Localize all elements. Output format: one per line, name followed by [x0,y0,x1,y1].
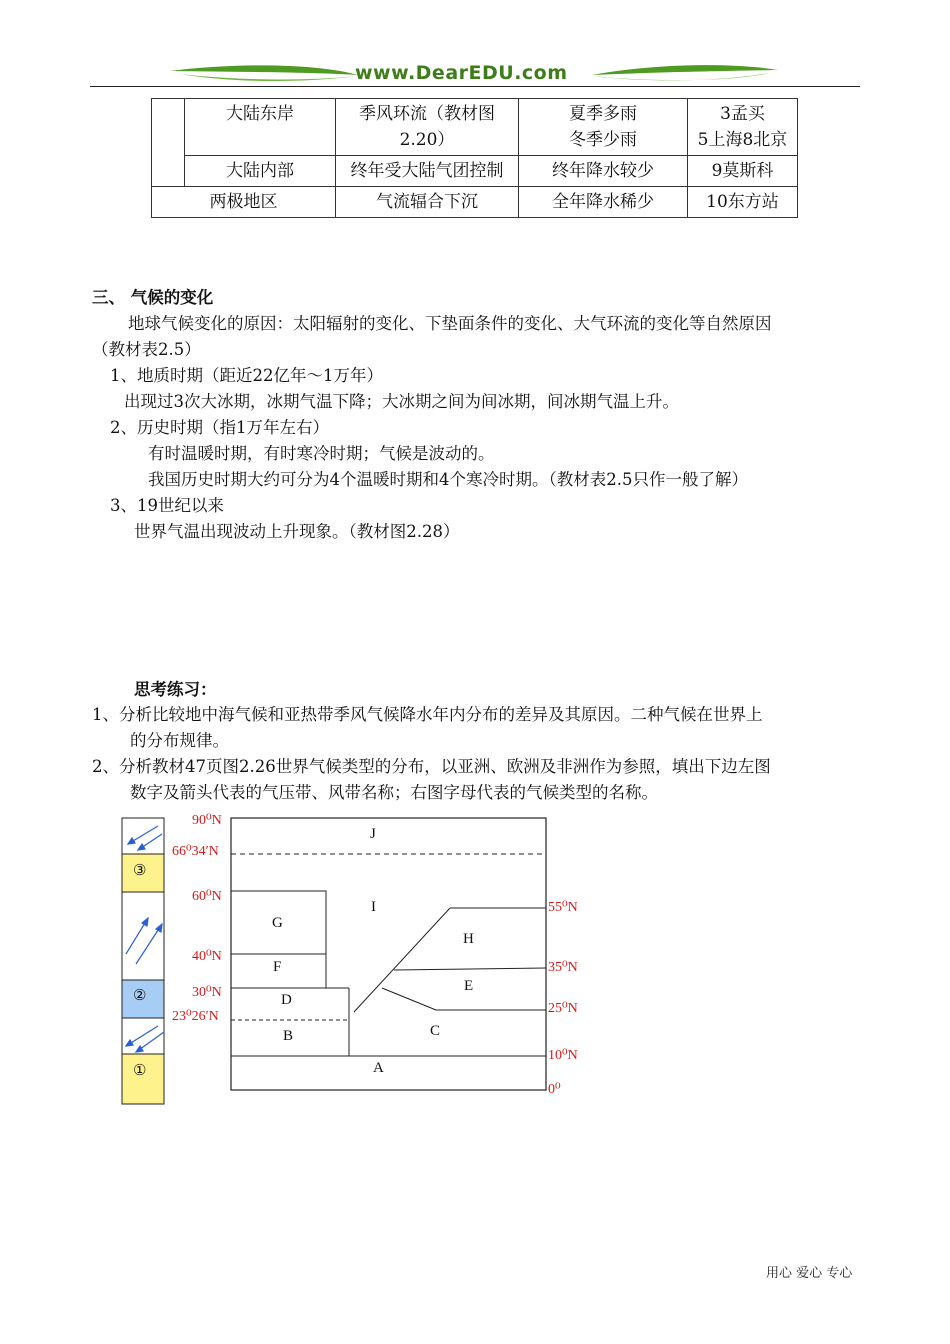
exercise-title: 思考练习： [134,680,217,699]
table-row [152,187,798,218]
header-divider [90,86,860,87]
paragraph: 地球气候变化的原因：太阳辐射的变化、下垫面条件的变化、大气环流的变化等自然原因 [128,314,772,333]
table-cell-blank [152,99,185,187]
latitude-label: 23⁰26′N [172,1009,219,1024]
zone-label: C [430,1023,441,1039]
latitude-label: 25⁰N [548,1001,578,1016]
table-cell: 终年受大陆气团控制 [336,156,519,187]
question: 的分布规律。 [130,731,229,750]
latitude-label: 60⁰N [192,889,222,904]
zone-label: D [281,992,292,1008]
latitude-label: 10⁰N [548,1048,578,1063]
zone-label: F [273,959,282,975]
table-cell: 季风环流（教材图2.20） [336,99,519,156]
latitude-label: 35⁰N [548,960,578,975]
table-cell: 两极地区 [152,187,336,218]
belt-label: ① [133,1063,147,1079]
question: 1、分析比较地中海气候和亚热带季风气候降水年内分布的差异及其原因。二种气候在世界上 [92,705,763,724]
latitude-label: 30⁰N [192,985,222,1000]
climate-type-diagram [226,814,552,1096]
table-cell: 10东方站 [688,187,798,218]
zone-label: B [283,1028,294,1044]
table-row [152,99,798,156]
question: 数字及箭头代表的气压带、风带名称；右图字母代表的气候类型的名称。 [130,783,658,802]
paragraph: 出现过3次大冰期，冰期气温下降；大冰期之间为间冰期，间冰期气温上升。 [124,392,679,411]
zone-label: H [463,931,474,947]
zone-label: A [373,1060,384,1076]
table-cell: 终年降水较少 [519,156,688,187]
table-cell: 气流辐合下沉 [336,187,519,218]
zone-label: I [371,899,376,915]
site-logo[interactable]: www.DearEDU.com [355,62,568,84]
table-cell: 大陆东岸 [185,99,336,156]
list-item: 1、地质时期（距近22亿年～1万年） [110,366,383,385]
latitude-label: 0⁰ [548,1082,561,1097]
latitude-label: 55⁰N [548,900,578,915]
belt-label: ② [133,988,147,1004]
zone-label: J [370,826,376,842]
table-row [152,156,798,187]
paragraph: 我国历史时期大约可分为4个温暖时期和4个寒冷时期。（教材表2.5只作一般了解） [148,470,748,489]
paragraph: （教材表2.5） [92,340,201,359]
question: 2、分析教材47页图2.26世界气候类型的分布，以亚洲、欧洲及非洲作为参照，填出下边左图 [92,757,771,776]
table-cell: 大陆内部 [185,156,336,187]
climate-table [151,98,798,218]
table-cell: 9莫斯科 [688,156,798,187]
latitude-label: 40⁰N [192,949,222,964]
zone-label: G [272,915,283,931]
table-cell: 全年降水稀少 [519,187,688,218]
table-cell: 夏季多雨 冬季少雨 [519,99,688,156]
paragraph: 有时温暖时期，有时寒冷时期；气候是波动的。 [148,444,495,463]
footer-slogan: 用心 爱心 专心 [766,1266,853,1281]
zone-label: E [464,978,474,994]
table-cell: 3孟买 5上海8北京 [688,99,798,156]
list-item: 3、19世纪以来 [110,496,224,515]
section-title: 三、 气候的变化 [92,288,214,307]
latitude-label: 90⁰N [192,813,222,828]
paragraph: 世界气温出现波动上升现象。（教材图2.28） [134,522,460,541]
belt-label: ③ [133,863,147,879]
list-item: 2、历史时期（指1万年左右） [110,418,329,437]
latitude-label: 66⁰34′N [172,844,219,859]
